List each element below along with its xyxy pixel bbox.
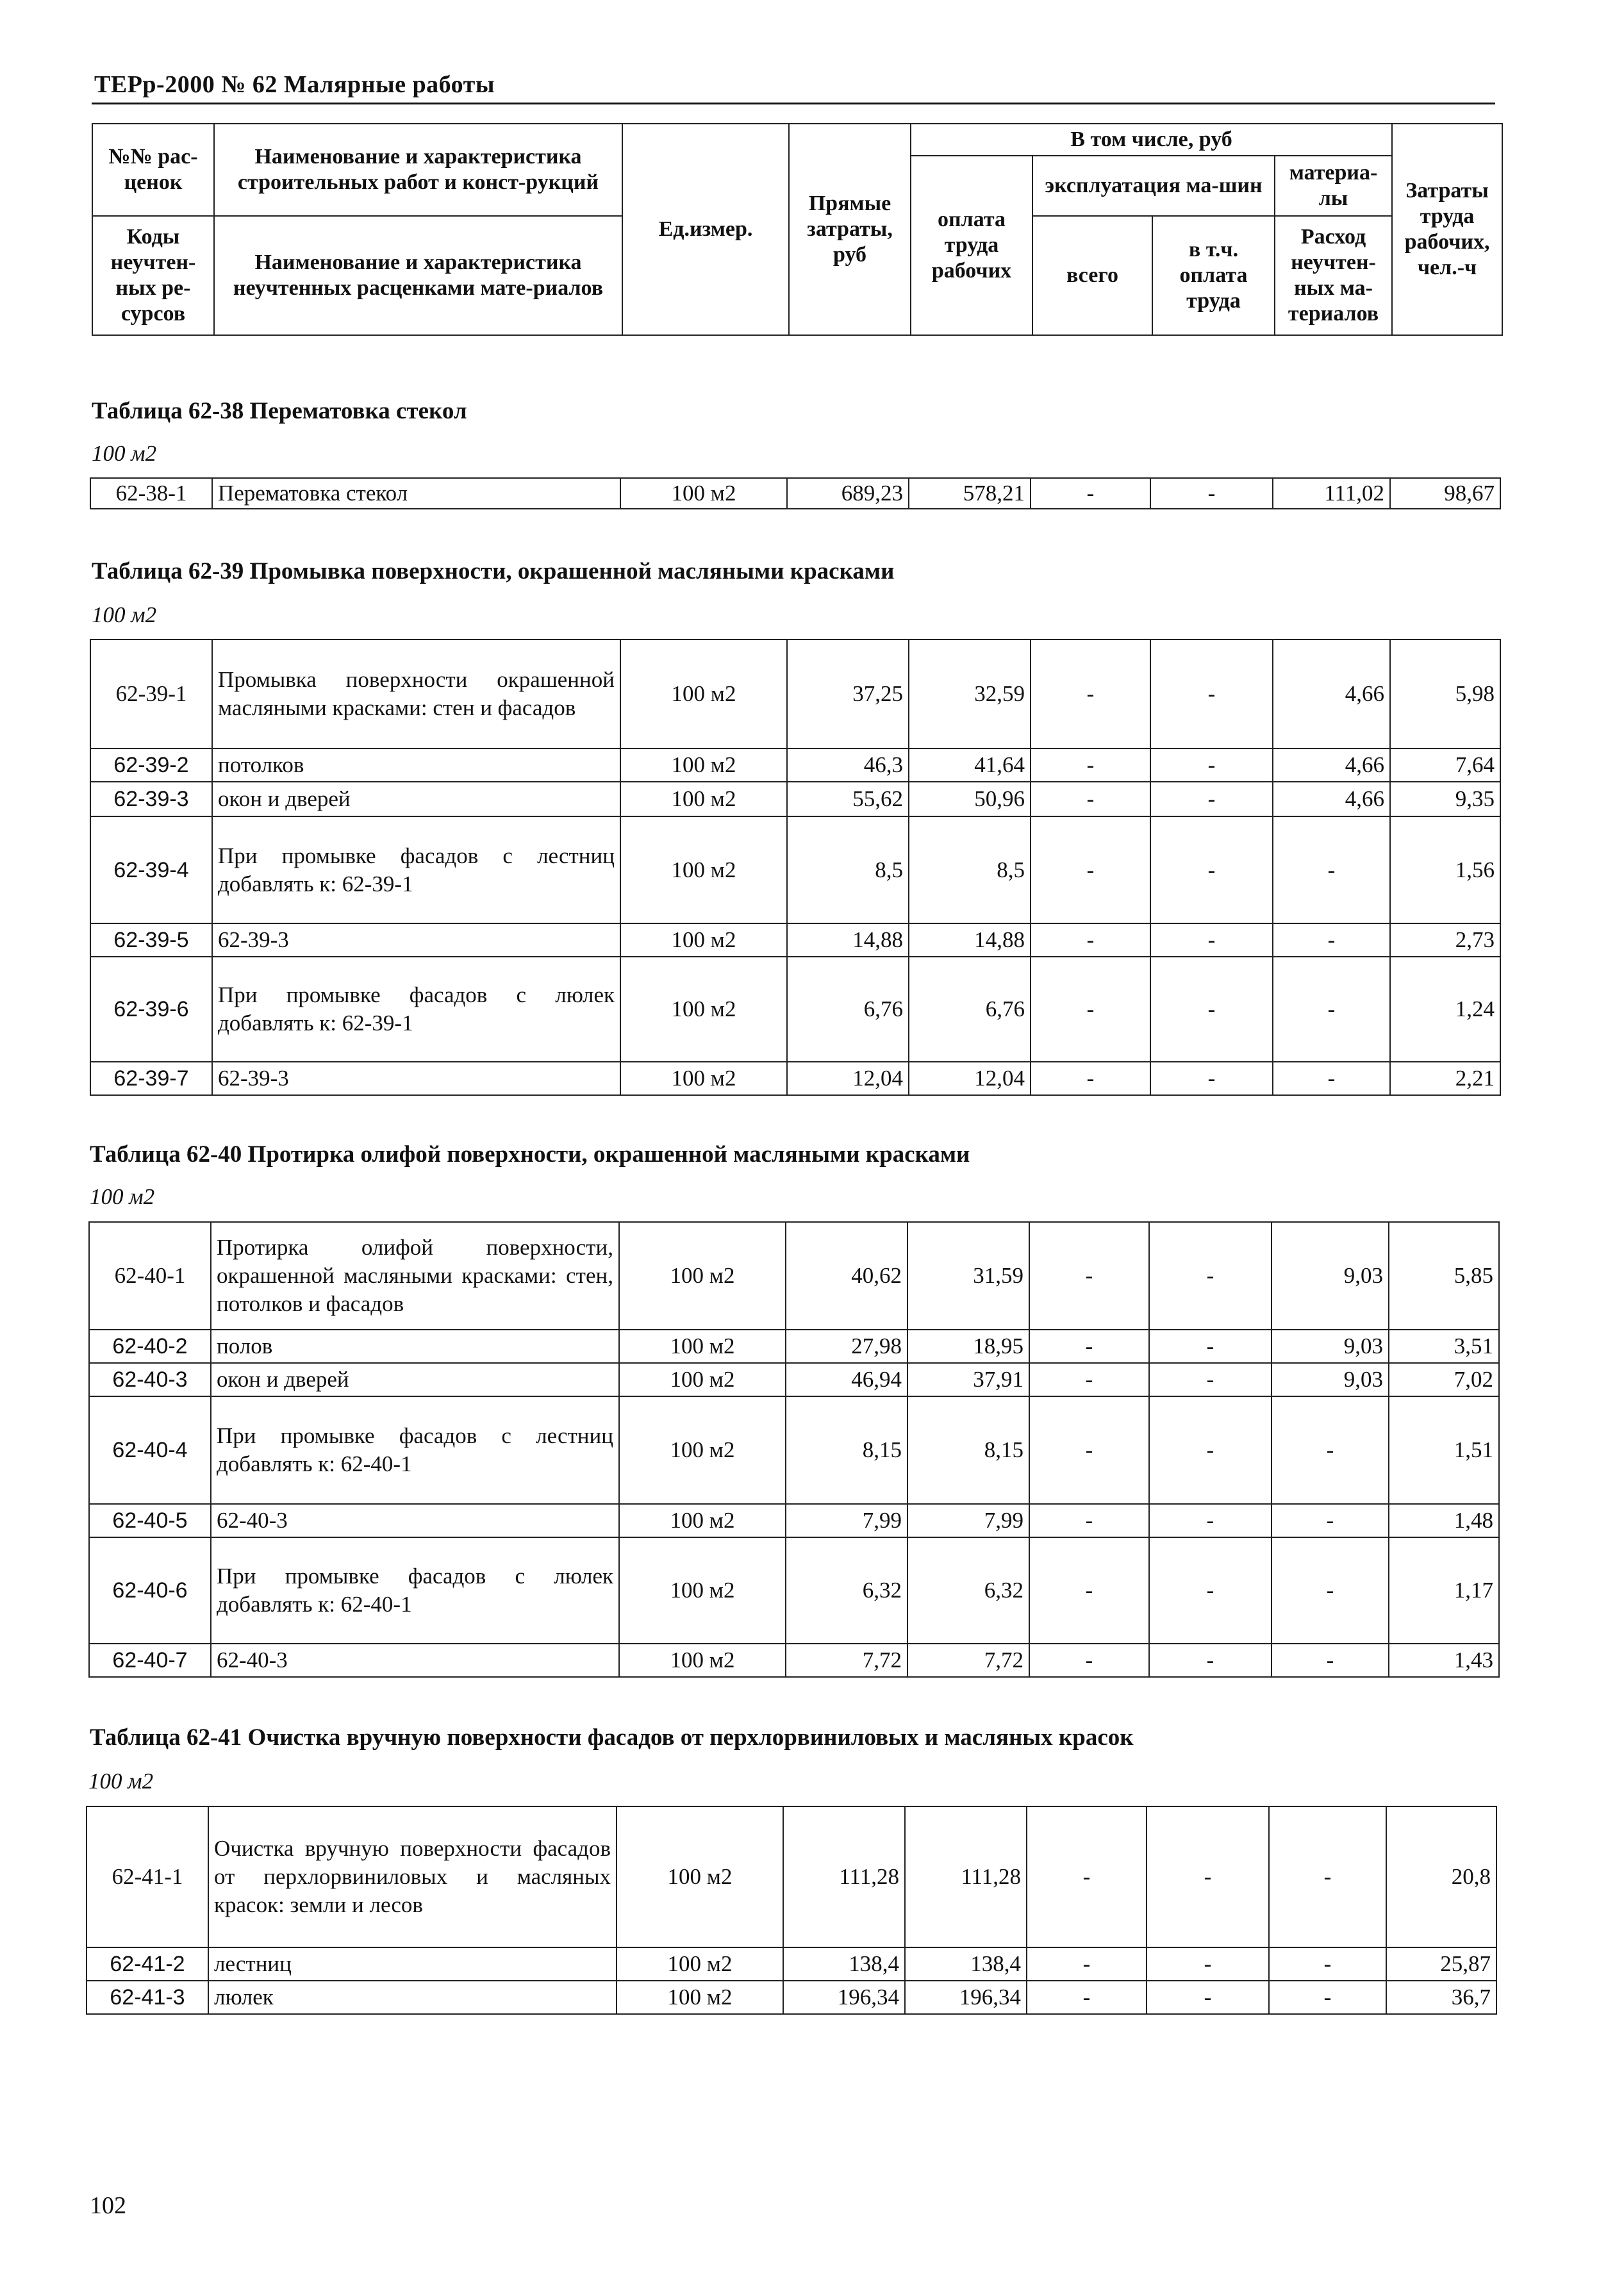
machines-wages-cell: - bbox=[1150, 1062, 1273, 1095]
section-title: Таблица 62-41 Очистка вручную поверхности фасадов от перхлорвиниловых и масляных красок bbox=[90, 1724, 1134, 1751]
materials-cell: 4,66 bbox=[1273, 782, 1390, 816]
page-number: 102 bbox=[90, 2192, 126, 2219]
section-unit: 100 м2 bbox=[92, 441, 157, 466]
labor-cell: 7,02 bbox=[1389, 1363, 1499, 1396]
labor-cell: 1,17 bbox=[1389, 1537, 1499, 1644]
materials-cell: 111,02 bbox=[1273, 478, 1390, 509]
unit-cell: 100 м2 bbox=[620, 782, 787, 816]
direct-cost-cell: 46,3 bbox=[787, 748, 909, 782]
work-name: Протирка олифой поверхности, окрашенной масляными красками: стен, потолков и фасадов bbox=[211, 1222, 619, 1330]
work-name: При промывке фасадов с люлек добавлять к: 62-39-1 bbox=[212, 957, 620, 1062]
machines-cell: - bbox=[1027, 1947, 1147, 1981]
header-materials-bottom: Расход неучтен-ных ма-териалов bbox=[1275, 216, 1392, 335]
machines-cell: - bbox=[1031, 478, 1150, 509]
direct-cost-cell: 6,76 bbox=[787, 957, 909, 1062]
labor-cell: 1,48 bbox=[1389, 1504, 1499, 1537]
rate-code: 62-40-4 bbox=[89, 1396, 211, 1504]
machines-cell: - bbox=[1029, 1644, 1149, 1677]
wages-cell: 41,64 bbox=[909, 748, 1031, 782]
section-title: Таблица 62-40 Протирка олифой поверхности, окрашенной масляными красками bbox=[90, 1141, 970, 1168]
rate-code: 62-39-3 bbox=[90, 782, 212, 816]
work-name: 62-39-3 bbox=[212, 1062, 620, 1095]
table-row bbox=[90, 923, 1500, 957]
machines-wages-cell: - bbox=[1150, 957, 1273, 1062]
header-materials: материа-лы bbox=[1275, 156, 1392, 216]
wages-cell: 8,5 bbox=[909, 816, 1031, 923]
labor-cell: 36,7 bbox=[1386, 1981, 1496, 2014]
rate-code: 62-39-7 bbox=[90, 1062, 212, 1095]
table-row bbox=[89, 1222, 1499, 1330]
work-name: При промывке фасадов с лестниц добавлять к: 62-40-1 bbox=[211, 1396, 619, 1504]
header-unit: Ед.измер. bbox=[622, 124, 789, 335]
header-labor-costs: Затраты труда рабочих, чел.-ч bbox=[1392, 124, 1502, 335]
materials-cell: - bbox=[1272, 1504, 1389, 1537]
direct-cost-cell: 196,34 bbox=[783, 1981, 905, 2014]
work-name: потолков bbox=[212, 748, 620, 782]
machines-cell: - bbox=[1031, 957, 1150, 1062]
direct-cost-cell: 27,98 bbox=[786, 1330, 907, 1363]
machines-wages-cell: - bbox=[1149, 1504, 1272, 1537]
unit-cell: 100 м2 bbox=[619, 1537, 786, 1644]
table-row bbox=[89, 1644, 1499, 1677]
machines-wages-cell: - bbox=[1150, 816, 1273, 923]
machines-wages-cell: - bbox=[1149, 1330, 1272, 1363]
rate-code: 62-41-3 bbox=[87, 1981, 208, 2014]
materials-cell: - bbox=[1269, 1806, 1386, 1947]
header-machines-wages: в т.ч. оплата труда bbox=[1152, 216, 1275, 335]
wages-cell: 50,96 bbox=[909, 782, 1031, 816]
wages-cell: 7,72 bbox=[907, 1644, 1029, 1677]
direct-cost-cell: 40,62 bbox=[786, 1222, 907, 1330]
materials-cell: - bbox=[1272, 1396, 1389, 1504]
machines-cell: - bbox=[1027, 1981, 1147, 2014]
unit-cell: 100 м2 bbox=[620, 1062, 787, 1095]
unit-cell: 100 м2 bbox=[619, 1504, 786, 1537]
direct-cost-cell: 6,32 bbox=[786, 1537, 907, 1644]
machines-wages-cell: - bbox=[1147, 1981, 1269, 2014]
materials-cell: 9,03 bbox=[1272, 1222, 1389, 1330]
rate-code: 62-39-6 bbox=[90, 957, 212, 1062]
direct-cost-cell: 7,72 bbox=[786, 1644, 907, 1677]
materials-cell: - bbox=[1273, 957, 1390, 1062]
materials-cell: 4,66 bbox=[1273, 748, 1390, 782]
document-title: ТЕРр-2000 № 62 Малярные работы bbox=[94, 71, 495, 98]
machines-cell: - bbox=[1031, 640, 1150, 748]
rate-code: 62-40-7 bbox=[89, 1644, 211, 1677]
materials-cell: - bbox=[1269, 1947, 1386, 1981]
work-name: При промывке фасадов с люлек добавлять к: 62-40-1 bbox=[211, 1537, 619, 1644]
wages-cell: 8,15 bbox=[907, 1396, 1029, 1504]
unit-cell: 100 м2 bbox=[617, 1947, 783, 1981]
labor-cell: 1,24 bbox=[1390, 957, 1500, 1062]
wages-cell: 14,88 bbox=[909, 923, 1031, 957]
table-row bbox=[90, 748, 1500, 782]
machines-wages-cell: - bbox=[1149, 1644, 1272, 1677]
machines-wages-cell: - bbox=[1149, 1537, 1272, 1644]
table-row bbox=[87, 1947, 1496, 1981]
materials-cell: - bbox=[1273, 923, 1390, 957]
direct-cost-cell: 138,4 bbox=[783, 1947, 905, 1981]
rate-code: 62-38-1 bbox=[90, 478, 212, 509]
rate-code: 62-40-3 bbox=[89, 1363, 211, 1396]
unit-cell: 100 м2 bbox=[620, 923, 787, 957]
header-code-top: №№ рас-ценок bbox=[92, 124, 214, 216]
work-name: Промывка поверхности окрашенной масляными красками: стен и фасадов bbox=[212, 640, 620, 748]
machines-cell: - bbox=[1031, 816, 1150, 923]
work-name: При промывке фасадов с лестниц добавлять к: 62-39-1 bbox=[212, 816, 620, 923]
machines-wages-cell: - bbox=[1150, 782, 1273, 816]
machines-wages-cell: - bbox=[1150, 478, 1273, 509]
unit-cell: 100 м2 bbox=[620, 816, 787, 923]
unit-cell: 100 м2 bbox=[617, 1981, 783, 2014]
rate-code: 62-40-6 bbox=[89, 1537, 211, 1644]
wages-cell: 6,32 bbox=[907, 1537, 1029, 1644]
work-name: окон и дверей bbox=[211, 1363, 619, 1396]
wages-cell: 138,4 bbox=[905, 1947, 1027, 1981]
section-unit: 100 м2 bbox=[92, 602, 157, 627]
column-header-table bbox=[92, 123, 1503, 336]
materials-cell: - bbox=[1273, 1062, 1390, 1095]
direct-cost-cell: 8,5 bbox=[787, 816, 909, 923]
direct-cost-cell: 7,99 bbox=[786, 1504, 907, 1537]
header-including: В том числе, руб bbox=[911, 124, 1392, 156]
section-title: Таблица 62-38 Перематовка стекол bbox=[92, 398, 467, 424]
direct-cost-cell: 55,62 bbox=[787, 782, 909, 816]
wages-cell: 111,28 bbox=[905, 1806, 1027, 1947]
labor-cell: 2,21 bbox=[1390, 1062, 1500, 1095]
rate-code: 62-39-4 bbox=[90, 816, 212, 923]
header-machines: эксплуатация ма-шин bbox=[1032, 156, 1275, 216]
wages-cell: 7,99 bbox=[907, 1504, 1029, 1537]
machines-cell: - bbox=[1027, 1806, 1147, 1947]
wages-cell: 18,95 bbox=[907, 1330, 1029, 1363]
labor-cell: 1,43 bbox=[1389, 1644, 1499, 1677]
labor-cell: 2,73 bbox=[1390, 923, 1500, 957]
machines-cell: - bbox=[1029, 1330, 1149, 1363]
machines-cell: - bbox=[1031, 923, 1150, 957]
wages-cell: 12,04 bbox=[909, 1062, 1031, 1095]
machines-cell: - bbox=[1029, 1222, 1149, 1330]
work-name: люлек bbox=[208, 1981, 617, 2014]
materials-cell: 4,66 bbox=[1273, 640, 1390, 748]
work-name: полов bbox=[211, 1330, 619, 1363]
machines-wages-cell: - bbox=[1149, 1222, 1272, 1330]
machines-wages-cell: - bbox=[1149, 1396, 1272, 1504]
materials-cell: - bbox=[1272, 1644, 1389, 1677]
labor-cell: 25,87 bbox=[1386, 1947, 1496, 1981]
rate-code: 62-39-5 bbox=[90, 923, 212, 957]
header-machines-total: всего bbox=[1032, 216, 1152, 335]
machines-cell: - bbox=[1029, 1396, 1149, 1504]
direct-cost-cell: 14,88 bbox=[787, 923, 909, 957]
rate-code: 62-39-1 bbox=[90, 640, 212, 748]
machines-cell: - bbox=[1029, 1504, 1149, 1537]
unit-cell: 100 м2 bbox=[619, 1644, 786, 1677]
direct-cost-cell: 12,04 bbox=[787, 1062, 909, 1095]
machines-cell: - bbox=[1031, 782, 1150, 816]
unit-cell: 100 м2 bbox=[620, 957, 787, 1062]
header-code-bottom: Коды неучтен-ных ре-сурсов bbox=[92, 216, 214, 335]
section-unit: 100 м2 bbox=[88, 1769, 154, 1794]
wages-cell: 32,59 bbox=[909, 640, 1031, 748]
table-row bbox=[87, 1981, 1496, 2014]
labor-cell: 20,8 bbox=[1386, 1806, 1496, 1947]
header-wages: оплата труда рабочих bbox=[911, 156, 1032, 335]
labor-cell: 5,85 bbox=[1389, 1222, 1499, 1330]
rate-code: 62-41-2 bbox=[87, 1947, 208, 1981]
header-name-bottom: Наименование и характеристика неучтенных расценками мате-риалов bbox=[214, 216, 622, 335]
table-row bbox=[89, 1396, 1499, 1504]
rate-code: 62-41-1 bbox=[87, 1806, 208, 1947]
work-name: окон и дверей bbox=[212, 782, 620, 816]
work-name: 62-39-3 bbox=[212, 923, 620, 957]
section-unit: 100 м2 bbox=[90, 1184, 155, 1209]
unit-cell: 100 м2 bbox=[619, 1222, 786, 1330]
unit-cell: 100 м2 bbox=[620, 748, 787, 782]
unit-cell: 100 м2 bbox=[620, 640, 787, 748]
direct-cost-cell: 37,25 bbox=[787, 640, 909, 748]
materials-cell: 9,03 bbox=[1272, 1363, 1389, 1396]
machines-wages-cell: - bbox=[1150, 748, 1273, 782]
materials-cell: 9,03 bbox=[1272, 1330, 1389, 1363]
table-row bbox=[89, 1363, 1499, 1396]
labor-cell: 1,56 bbox=[1390, 816, 1500, 923]
labor-cell: 3,51 bbox=[1389, 1330, 1499, 1363]
machines-wages-cell: - bbox=[1149, 1363, 1272, 1396]
machines-wages-cell: - bbox=[1150, 923, 1273, 957]
wages-cell: 196,34 bbox=[905, 1981, 1027, 2014]
machines-wages-cell: - bbox=[1147, 1947, 1269, 1981]
table-row bbox=[90, 640, 1500, 748]
work-name: 62-40-3 bbox=[211, 1644, 619, 1677]
table-row bbox=[89, 1330, 1499, 1363]
direct-cost-cell: 111,28 bbox=[783, 1806, 905, 1947]
labor-cell: 7,64 bbox=[1390, 748, 1500, 782]
header-name-top: Наименование и характеристика строительных работ и конст-рукций bbox=[214, 124, 622, 216]
unit-cell: 100 м2 bbox=[620, 478, 787, 509]
table-row bbox=[90, 782, 1500, 816]
machines-cell: - bbox=[1031, 748, 1150, 782]
machines-wages-cell: - bbox=[1150, 640, 1273, 748]
labor-cell: 98,67 bbox=[1390, 478, 1500, 509]
materials-cell: - bbox=[1269, 1981, 1386, 2014]
direct-cost-cell: 689,23 bbox=[787, 478, 909, 509]
machines-cell: - bbox=[1031, 1062, 1150, 1095]
materials-cell: - bbox=[1272, 1537, 1389, 1644]
unit-cell: 100 м2 bbox=[617, 1806, 783, 1947]
unit-cell: 100 м2 bbox=[619, 1363, 786, 1396]
rates-table bbox=[86, 1806, 1497, 2015]
unit-cell: 100 м2 bbox=[619, 1396, 786, 1504]
table-row bbox=[90, 957, 1500, 1062]
table-row bbox=[87, 1806, 1496, 1947]
rate-code: 62-39-2 bbox=[90, 748, 212, 782]
table-row bbox=[90, 478, 1500, 509]
table-row bbox=[90, 816, 1500, 923]
wages-cell: 6,76 bbox=[909, 957, 1031, 1062]
table-row bbox=[90, 1062, 1500, 1095]
work-name: 62-40-3 bbox=[211, 1504, 619, 1537]
wages-cell: 578,21 bbox=[909, 478, 1031, 509]
rates-table bbox=[90, 477, 1501, 509]
direct-cost-cell: 46,94 bbox=[786, 1363, 907, 1396]
unit-cell: 100 м2 bbox=[619, 1330, 786, 1363]
rate-code: 62-40-1 bbox=[89, 1222, 211, 1330]
table-row bbox=[89, 1537, 1499, 1644]
rates-table bbox=[90, 639, 1501, 1096]
title-underline bbox=[92, 103, 1495, 104]
header-direct-costs: Прямые затраты, руб bbox=[789, 124, 911, 335]
work-name: Перематовка стекол bbox=[212, 478, 620, 509]
section-title: Таблица 62-39 Промывка поверхности, окрашенной масляными красками bbox=[92, 558, 895, 584]
machines-cell: - bbox=[1029, 1537, 1149, 1644]
machines-wages-cell: - bbox=[1147, 1806, 1269, 1947]
labor-cell: 9,35 bbox=[1390, 782, 1500, 816]
rate-code: 62-40-5 bbox=[89, 1504, 211, 1537]
machines-cell: - bbox=[1029, 1363, 1149, 1396]
labor-cell: 5,98 bbox=[1390, 640, 1500, 748]
wages-cell: 31,59 bbox=[907, 1222, 1029, 1330]
rate-code: 62-40-2 bbox=[89, 1330, 211, 1363]
labor-cell: 1,51 bbox=[1389, 1396, 1499, 1504]
work-name: Очистка вручную поверхности фасадов от перхлорвиниловых и масляных красок: земли и лесов bbox=[208, 1806, 617, 1947]
table-row bbox=[89, 1504, 1499, 1537]
materials-cell: - bbox=[1273, 816, 1390, 923]
work-name: лестниц bbox=[208, 1947, 617, 1981]
direct-cost-cell: 8,15 bbox=[786, 1396, 907, 1504]
wages-cell: 37,91 bbox=[907, 1363, 1029, 1396]
rates-table bbox=[88, 1221, 1500, 1678]
